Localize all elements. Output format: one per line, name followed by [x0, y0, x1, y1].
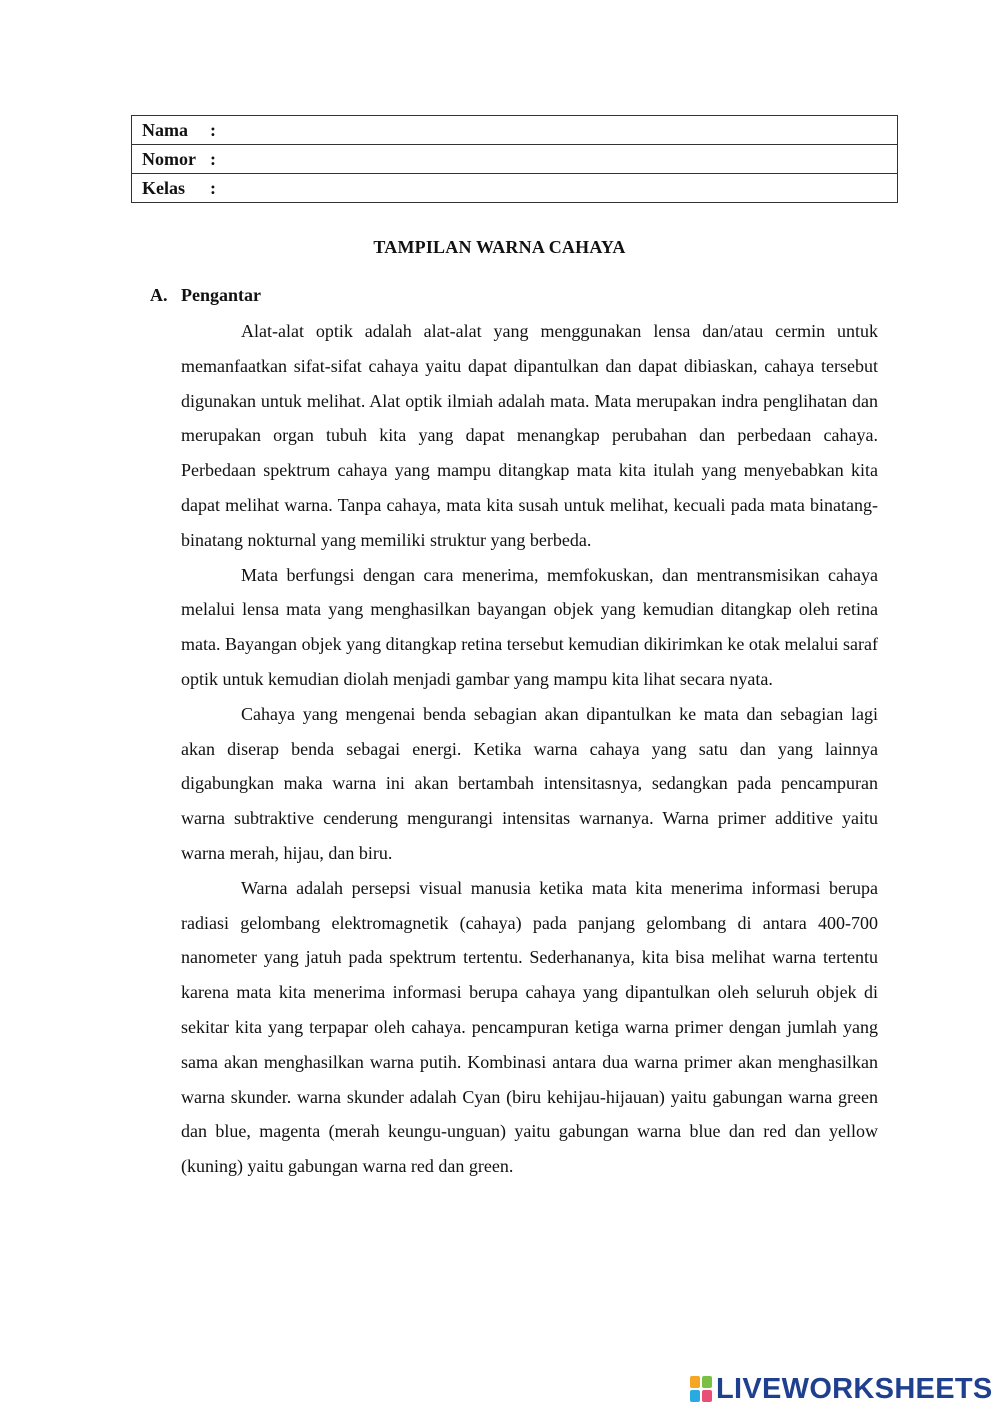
student-info-row-kelas [132, 174, 898, 203]
intro-body [181, 314, 878, 1184]
nama-label: Nama [142, 120, 188, 140]
kelas-label: Kelas [142, 178, 185, 198]
student-info-cell[interactable] [132, 174, 898, 203]
student-info-row-nomor [132, 145, 898, 174]
paragraph: Warna adalah persepsi visual manusia ketika mata kita menerima informasi berupa radiasi gelombang elektromagnetik (cahaya) pada panjang gelombang di antara 400-700 nanometer yang jatuh pada spektrum tertentu. Sederhananya, kita bisa melihat warna tertentu karena mata kita menerima informasi berupa cahaya yang dipantulkan oleh seluruh objek di sekitar kita yang terpapar oleh cahaya. pencampuran ketiga warna primer dengan jumlah yang sama akan menghasilkan warna putih. Kombinasi antara dua warna primer akan menghasilkan warna skunder. warna skunder adalah Cyan (biru kehijau-hijauan) yaitu gabungan warna green dan blue, magenta (merah keungu-unguan) yaitu gabungan warna blue dan red dan yellow (kuning) yaitu gabungan warna red dan green. [181, 877, 878, 1177]
logo-tile-icon [702, 1376, 712, 1388]
student-info-table [131, 115, 898, 203]
student-info-cell[interactable] [132, 145, 898, 174]
logo-text: LIVEWORKSHEETS [716, 1372, 993, 1405]
logo-tile-icon [702, 1390, 712, 1402]
logo-tile-icon [690, 1390, 700, 1402]
document-title: TAMPILAN WARNA CAHAYA [373, 237, 626, 257]
paragraph: Cahaya yang mengenai benda sebagian akan dipantulkan ke mata dan sebagian lagi akan diserap benda sebagai energi. Ketika warna cahaya yang satu dan yang lainnya digabungkan maka warna ini akan bertambah intensitasnya, sedangkan pada pencampuran warna subtraktive cenderung mengurangi intensitas warnanya. Warna primer additive yaitu warna merah, hijau, dan biru. [181, 703, 878, 863]
section-heading-text: Pengantar [181, 285, 261, 305]
logo-tile-icon [690, 1376, 700, 1388]
section-letter: A. [150, 285, 168, 305]
student-info-row-nama [132, 116, 898, 145]
nama-separator: : [210, 120, 216, 140]
section-heading [150, 285, 261, 306]
paragraph: Alat-alat optik adalah alat-alat yang menggunakan lensa dan/atau cermin untuk memanfaatkan sifat-sifat cahaya yaitu dapat dipantulkan dan dapat dibiaskan, cahaya tersebut digunakan untuk melihat. Alat optik ilmiah adalah mata. Mata merupakan indra penglihatan dan merupakan organ tubuh kita yang dapat menangkap perubahan dan perbedaan cahaya. Perbedaan spektrum cahaya yang mampu ditangkap mata kita itulah yang menyebabkan kita dapat melihat warna. Tanpa cahaya, mata kita susah untuk melihat, kecuali pada mata binatang-binatang nokturnal yang memiliki struktur yang berbeda. [181, 321, 878, 550]
paragraph: Mata berfungsi dengan cara menerima, memfokuskan, dan mentransmisikan cahaya melalui lensa mata yang menghasilkan bayangan objek yang kemudian ditangkap oleh retina mata. Bayangan objek yang ditangkap retina tersebut kemudian dikirimkan ke otak melalui saraf optik untuk kemudian diolah menjadi gambar yang mampu kita lihat secara nyata. [181, 564, 878, 689]
liveworksheets-logo [690, 1372, 993, 1406]
nomor-label: Nomor [142, 149, 196, 169]
student-info-cell[interactable] [132, 116, 898, 145]
liveworksheets-logo-icon [690, 1376, 712, 1402]
kelas-separator: : [210, 178, 216, 198]
nomor-separator: : [210, 149, 216, 169]
